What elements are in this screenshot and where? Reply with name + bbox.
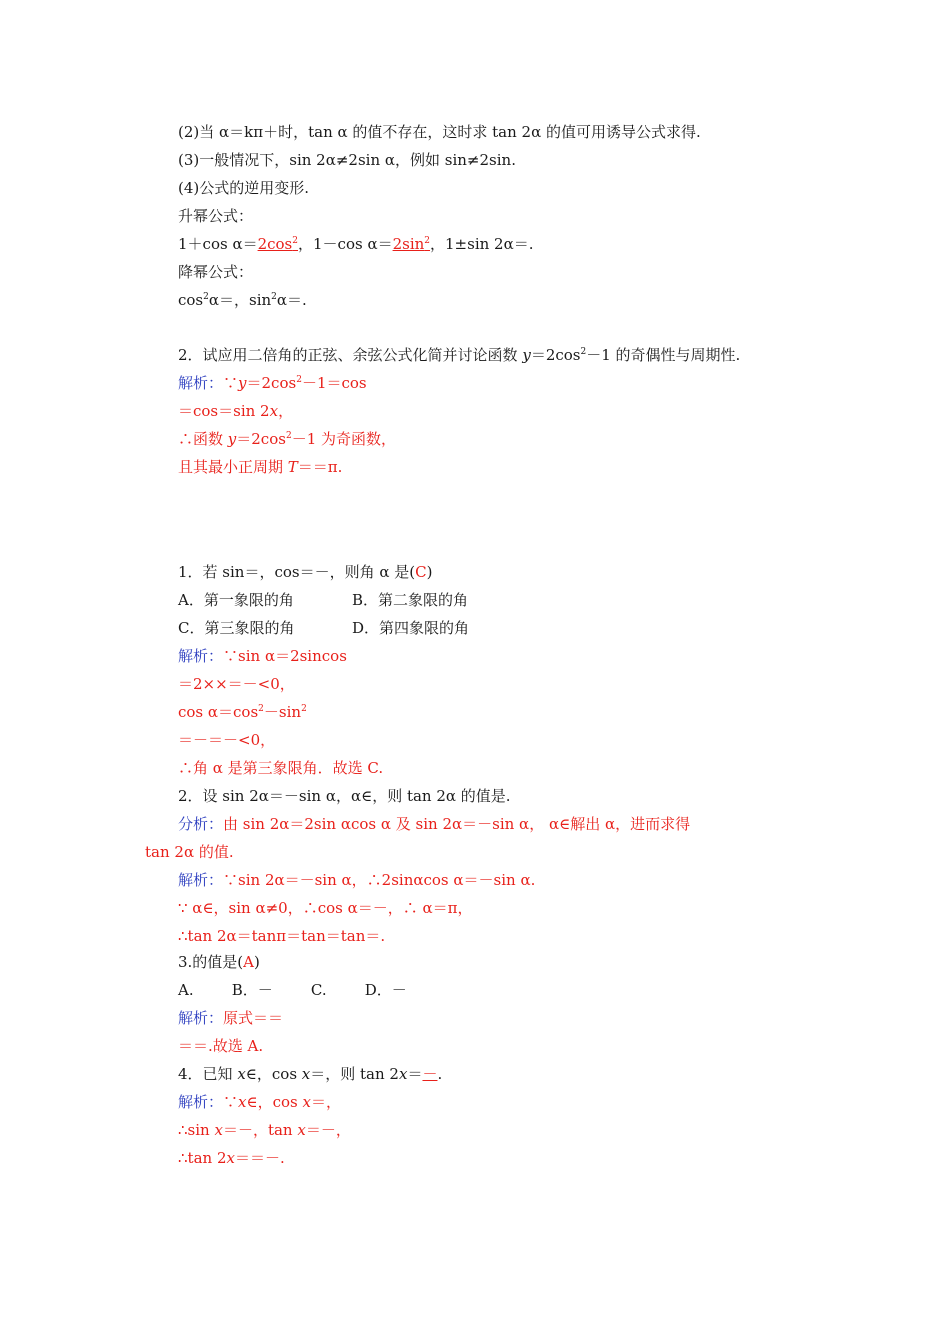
note-line-4: (4)公式的逆用变形. [178, 179, 310, 197]
raise-power-formula: 1＋cos $\alpha=2\cos^2$，1－cos $\alpha=2\sin^2$，1±sin 2α＝. [178, 235, 534, 253]
heading-lower-power: 降幂公式： [178, 263, 254, 281]
exercise-4-answer: － [422, 1065, 438, 1083]
analysis-label: 分析： [178, 815, 224, 833]
exercise-4-solution-1: 解析：∵x∈，cos x＝， [178, 1093, 341, 1111]
exercise-1-question: 1．若 sin＝，cos＝－，则角 α 是(C) [178, 563, 433, 581]
exercise-1-solution-3: $\cos \alpha=\cos^2-\sin^2$ [178, 703, 307, 721]
exercise-1-solution-1: 解析：∵sin α＝2sincos [178, 647, 347, 665]
exercise-1-answer: C [415, 563, 427, 581]
question-2-solution-3: ∴函数 $y=2\cos^2-1$ 为奇函数， [178, 430, 396, 448]
question-2-solution-4: 且其最小正周期 T＝＝π. [178, 458, 343, 476]
solution-label: 解析： [178, 374, 224, 392]
exercise-2-analysis-2: tan 2α 的值. [145, 843, 234, 861]
exercise-3-solution-1: 解析：原式＝＝ [178, 1009, 284, 1027]
exercise-1-solution-5: ∴角 α 是第三象限角．故选 C. [178, 759, 384, 777]
heading-raise-power: 升幂公式： [178, 207, 254, 225]
exercise-1-option-a: A．第一象限的角 [178, 591, 294, 609]
exercise-3-question: 3.的值是(A) [178, 953, 260, 971]
solution-label: 解析： [178, 1093, 224, 1111]
exercise-2-solution-1: 解析：∵sin 2α＝－sin α，∴2sinαcos α＝－sin α. [178, 871, 536, 889]
exercise-2-solution-2: ∵ α∈，sin α≠0，∴cos α＝－，∴ α＝π， [178, 899, 473, 917]
solution-label: 解析： [178, 871, 224, 889]
exercise-2-solution-3: ∴tan 2α＝tanπ＝tan＝tan＝. [178, 927, 386, 945]
question-2-title: 2．试应用二倍角的正弦、余弦公式化简并讨论函数 $y=2\cos^2-1$ 的奇偶性与周期性. [178, 346, 741, 364]
question-2-solution-2: ＝cos＝sin 2x， [178, 402, 294, 420]
lower-power-formula: $\cos^2\alpha=$，$\sin^2\alpha=$. [178, 291, 307, 309]
exercise-1-option-c: C．第三象限的角 [178, 619, 295, 637]
exercise-4-question: 4．已知 x∈，cos x＝，则 tan 2x＝－. [178, 1065, 443, 1083]
exercise-1-solution-2: ＝2××＝－<0， [178, 675, 295, 693]
exercise-3-solution-2: ＝＝.故选 A. [178, 1037, 264, 1055]
exercise-2-question: 2．设 sin 2α＝－sin α，α∈，则 tan 2α 的值是. [178, 787, 511, 805]
exercise-3-answer: A [243, 953, 255, 971]
exercise-4-solution-2: ∴sin x＝－，tan x＝－， [178, 1121, 351, 1139]
note-line-2: (2)当 α＝kπ＋时，tan α 的值不存在，这时求 tan 2α 的值可用诱导公式求得. [178, 123, 701, 141]
exercise-1-option-d: D．第四象限的角 [352, 619, 470, 637]
blank-answer-2sin: $2\sin^2$ [392, 235, 431, 253]
question-2-solution-1: 解析：$\because y=2\cos^2-1=\cos$ [178, 374, 367, 392]
blank-answer-2cos: $2\cos^2$ [257, 235, 298, 253]
exercise-2-analysis-1: 分析：由 sin 2α＝2sin αcos α 及 sin 2α＝－sin α， α∈解出 α，进而求得 [178, 815, 691, 833]
exercise-4-solution-3: ∴tan 2x＝＝－. [178, 1149, 285, 1167]
exercise-1-solution-4: ＝－＝－<0， [178, 731, 276, 749]
solution-label: 解析： [178, 1009, 224, 1027]
exercise-1-option-b: B．第二象限的角 [352, 591, 469, 609]
note-line-3: (3)一般情况下，sin 2α≠2sin α，例如 sin≠2sin. [178, 151, 516, 169]
solution-label: 解析： [178, 647, 224, 665]
exercise-3-options: A. B．－ C. D．－ [178, 981, 407, 999]
